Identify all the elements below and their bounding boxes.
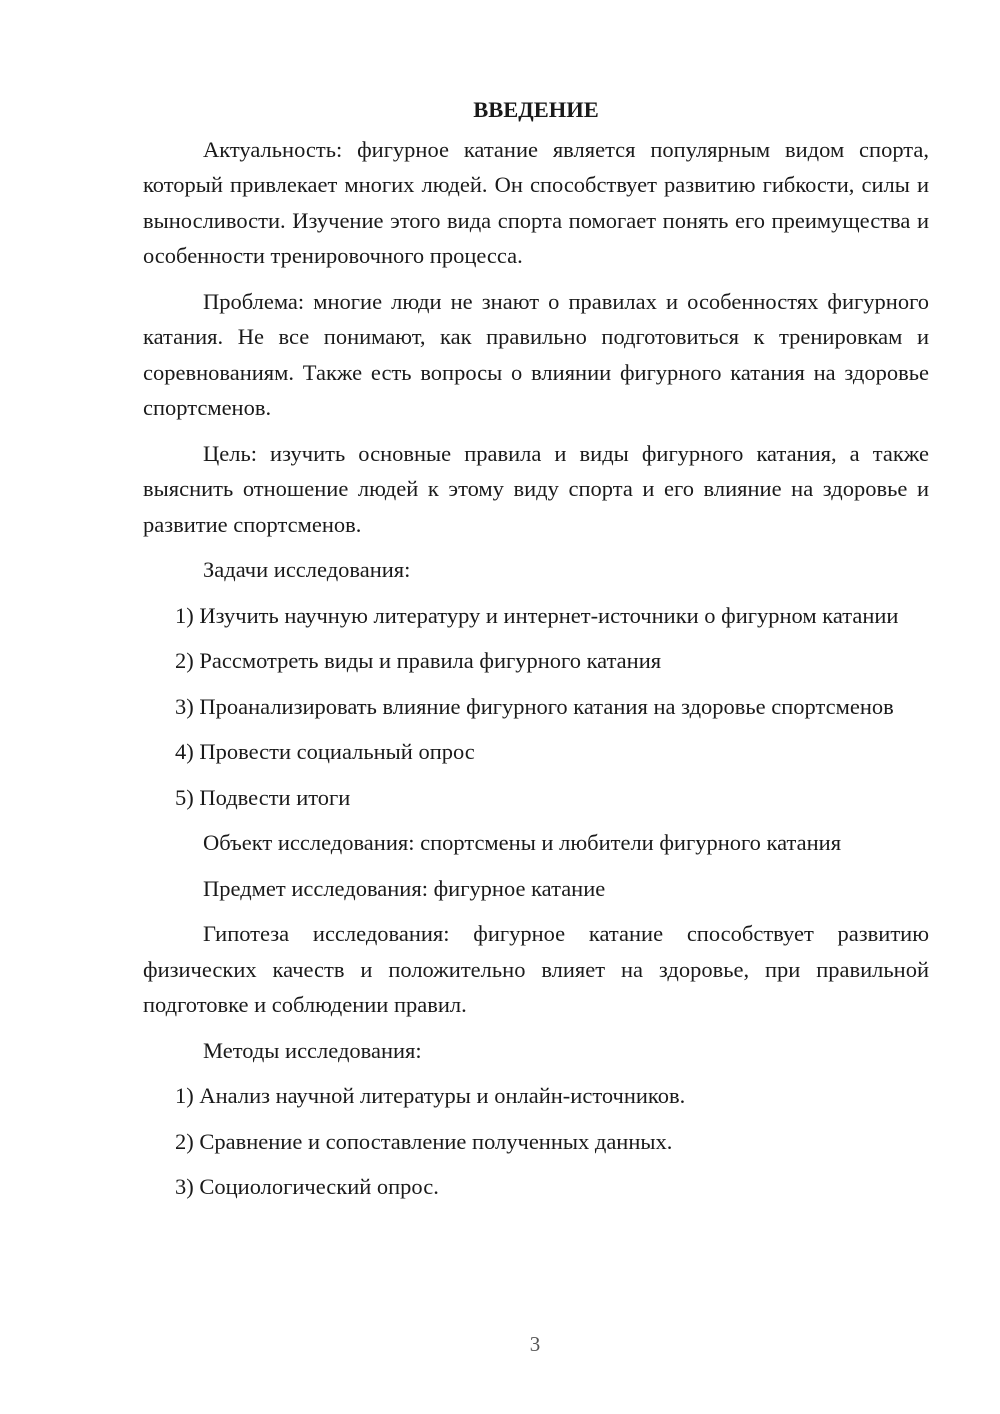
method-item: 2) Сравнение и сопоставление полученных данных.: [175, 1128, 673, 1154]
task-item: 1) Изучить научную литературу и интернет-источники о фигурном катании: [175, 602, 899, 628]
task-item: 4) Провести социальный опрос: [175, 739, 475, 764]
task-item: 2) Рассмотреть виды и правила фигурного катания: [175, 648, 662, 673]
relevance-paragraph: Актуальность: фигурное катание является популярным видом спорта, который привлекает многих людей. Он способствует развитию гибкости, силы и выносливости. Изучение этого вида спорта помогает понять его преимущества и особенности тренировочного процесса.: [143, 136, 929, 268]
methods-heading: Методы исследования:: [203, 1037, 422, 1063]
task-item: 3) Проанализировать влияние фигурного катания на здоровье спортсменов: [175, 693, 894, 719]
method-item: 3) Социологический опрос.: [175, 1174, 439, 1199]
document-page: [143, 92, 929, 1215]
method-item: 1) Анализ научной литературы и онлайн-источников.: [175, 1083, 686, 1108]
problem-paragraph: Проблема: многие люди не знают о правилах и особенностях фигурного катания. Не все понимают, как правильно подготовиться к тренировкам и соревнованиям. Также есть вопросы о влиянии фигурного катания на здоровье спортсменов.: [143, 288, 929, 420]
page-number: 3: [529, 1332, 541, 1356]
subject-paragraph: Предмет исследования: фигурное катание: [203, 875, 606, 901]
tasks-heading: Задачи исследования:: [203, 557, 411, 582]
object-paragraph: Объект исследования: спортсмены и любители фигурного катания: [203, 830, 842, 855]
page-title: ВВЕДЕНИЕ: [473, 97, 599, 122]
goal-paragraph: Цель: изучить основные правила и виды фигурного катания, а также выяснить отношение людей к этому виду спорта и его влияние на здоровье и развитие спортсменов.: [143, 440, 929, 537]
task-item: 5) Подвести итоги: [175, 784, 351, 810]
hypothesis-paragraph: Гипотеза исследования: фигурное катание способствует развитию физических качеств и положительно влияет на здоровье, при правильной подготовке и соблюдении правил.: [143, 921, 929, 1017]
